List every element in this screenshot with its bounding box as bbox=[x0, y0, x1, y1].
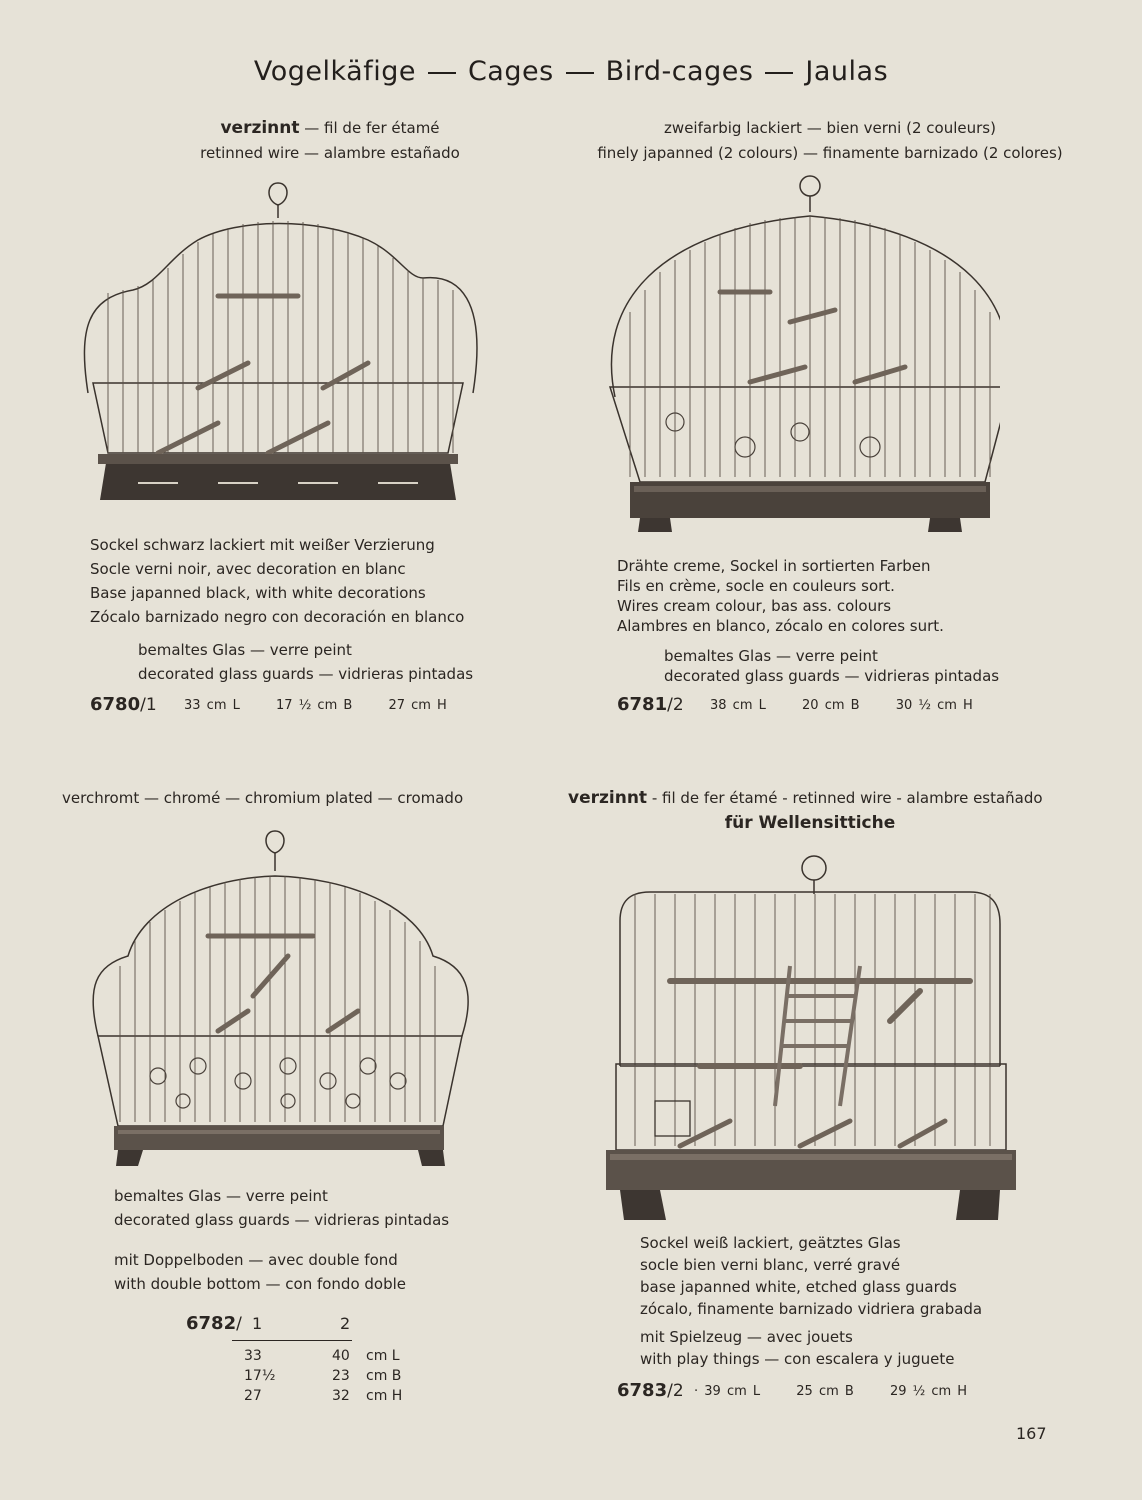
cage-6781-glass bbox=[664, 646, 999, 686]
material-translation: retinned wire — alambre estañado bbox=[200, 144, 460, 162]
cage-6782-glass bbox=[114, 1184, 449, 1232]
title-german: Vogelkäfige bbox=[253, 56, 416, 87]
cage-6783-subheader: für Wellensittiche bbox=[724, 813, 896, 833]
cage-6780-dimensions bbox=[184, 698, 477, 713]
desc-line: base japanned white, etched glass guards bbox=[640, 1278, 957, 1296]
table-row bbox=[186, 1366, 416, 1386]
article-number: 6782 bbox=[186, 1313, 237, 1334]
article-number: 6781 bbox=[617, 694, 668, 715]
cage-6780-number bbox=[90, 694, 157, 715]
material-label: verzinnt bbox=[220, 118, 300, 138]
desc-line: socle bien verni blanc, verré gravé bbox=[640, 1256, 901, 1274]
glass-line: bemaltes Glas — verre peint bbox=[114, 1187, 328, 1205]
dim-height: 29 ½ cm H bbox=[889, 1384, 968, 1399]
article-suffix: /1 bbox=[140, 695, 157, 715]
table-row bbox=[186, 1386, 416, 1406]
cage-6781-illustration bbox=[600, 172, 1000, 544]
cage-6782-illustration bbox=[88, 826, 472, 1171]
cage-6781-number bbox=[617, 694, 684, 715]
page-title bbox=[0, 56, 1142, 87]
table-row bbox=[186, 1346, 416, 1366]
glass-line: decorated glass guards — vidrieras pintadas bbox=[114, 1211, 450, 1229]
value-model-2: 32 bbox=[332, 1388, 350, 1404]
cage-6781-header bbox=[560, 116, 1100, 166]
dim-length: 38 cm L bbox=[710, 698, 766, 713]
value-model-1: 17½ bbox=[244, 1368, 276, 1384]
material-text: verchromt — chromé — chromium plated — cromado bbox=[62, 789, 464, 807]
desc-line: Alambres en blanco, zócalo en colores surt. bbox=[617, 617, 944, 635]
desc-line: Drähte creme, Sockel in sortierten Farben bbox=[617, 557, 931, 575]
dim-width: 25 cm B bbox=[796, 1384, 854, 1399]
dim-height: 27 cm H bbox=[388, 698, 447, 713]
article-number: 6780 bbox=[90, 694, 141, 715]
unit: cm B bbox=[366, 1368, 402, 1384]
glass-line: bemaltes Glas — verre peint bbox=[138, 641, 352, 659]
cage-6783-header bbox=[568, 786, 1043, 810]
dim-length: · 39 cm L bbox=[694, 1384, 761, 1399]
desc-line: Sockel schwarz lackiert mit weißer Verzierung bbox=[90, 536, 435, 554]
cage-6780-illustration bbox=[78, 178, 478, 508]
article-suffix: /2 bbox=[667, 1381, 684, 1401]
glass-line: decorated glass guards — vidrieras pintadas bbox=[138, 665, 474, 683]
col-head-1: 1 bbox=[252, 1314, 263, 1333]
table-rule bbox=[232, 1340, 352, 1341]
title-spanish: Jaulas bbox=[805, 56, 889, 87]
desc-line: Sockel weiß lackiert, geätztes Glas bbox=[640, 1234, 901, 1252]
unit: cm H bbox=[366, 1388, 403, 1404]
toys-line: with play things — con escalera y juguete bbox=[640, 1350, 955, 1368]
bottom-line: with double bottom — con fondo doble bbox=[114, 1275, 407, 1293]
cage-6783-number bbox=[617, 1380, 684, 1401]
cage-6783-toys bbox=[640, 1326, 954, 1370]
desc-line: Base japanned black, with white decorations bbox=[90, 584, 426, 602]
toys-line: mit Spielzeug — avec jouets bbox=[640, 1328, 853, 1346]
cage-6783-description bbox=[640, 1232, 982, 1320]
article-suffix: / bbox=[236, 1314, 242, 1334]
cage-6781-dimensions bbox=[710, 698, 1003, 713]
bottom-line: mit Doppelboden — avec double fond bbox=[114, 1251, 398, 1269]
value-model-2: 23 bbox=[332, 1368, 350, 1384]
value-model-1: 27 bbox=[244, 1388, 262, 1404]
cage-6782-bottom bbox=[114, 1248, 406, 1296]
material-text: - fil de fer étamé - retinned wire - alambre estañado bbox=[647, 789, 1043, 807]
article-number: 6783 bbox=[617, 1380, 668, 1401]
desc-line: Zócalo barnizado negro con decoración en blanco bbox=[90, 608, 465, 626]
desc-line: zócalo, finamente barnizado vidriera grabada bbox=[640, 1300, 983, 1318]
value-model-1: 33 bbox=[244, 1348, 262, 1364]
cage-6780-header bbox=[60, 116, 600, 166]
dim-width: 20 cm B bbox=[802, 698, 860, 713]
desc-line: Fils en crème, socle en couleurs sort. bbox=[617, 577, 895, 595]
title-english: Bird-cages bbox=[605, 56, 754, 87]
article-suffix: /2 bbox=[667, 695, 684, 715]
finish-translation: finely japanned (2 colours) — finamente barnizado (2 colores) bbox=[597, 144, 1063, 162]
cage-6781-description bbox=[617, 556, 944, 636]
desc-line: Wires cream colour, bas ass. colours bbox=[617, 597, 892, 615]
desc-line: Socle verni noir, avec decoration en blanc bbox=[90, 560, 406, 578]
page-number: 167 bbox=[1016, 1424, 1047, 1443]
cage-6780-description bbox=[90, 533, 464, 629]
dim-length: 33 cm L bbox=[184, 698, 240, 713]
material-label: verzinnt bbox=[568, 788, 648, 808]
dim-width: 17 ½ cm B bbox=[276, 698, 353, 713]
glass-line: bemaltes Glas — verre peint bbox=[664, 647, 878, 665]
value-model-2: 40 bbox=[332, 1348, 350, 1364]
dim-height: 30 ½ cm H bbox=[895, 698, 973, 713]
col-head-2: 2 bbox=[340, 1314, 351, 1333]
title-french: Cages bbox=[467, 56, 554, 87]
glass-line: decorated glass guards — vidrieras pintadas bbox=[664, 667, 1000, 685]
cage-6783-dimensions bbox=[694, 1384, 997, 1399]
cage-6780-glass bbox=[138, 638, 473, 686]
cage-6782-header bbox=[62, 786, 463, 810]
finish-text: zweifarbig lackiert — bien verni (2 couleurs) bbox=[664, 119, 996, 137]
cage-6782-table bbox=[186, 1312, 416, 1406]
cage-6783-illustration bbox=[600, 846, 1026, 1230]
material-text: — fil de fer étamé bbox=[299, 119, 440, 137]
unit: cm L bbox=[366, 1348, 400, 1364]
